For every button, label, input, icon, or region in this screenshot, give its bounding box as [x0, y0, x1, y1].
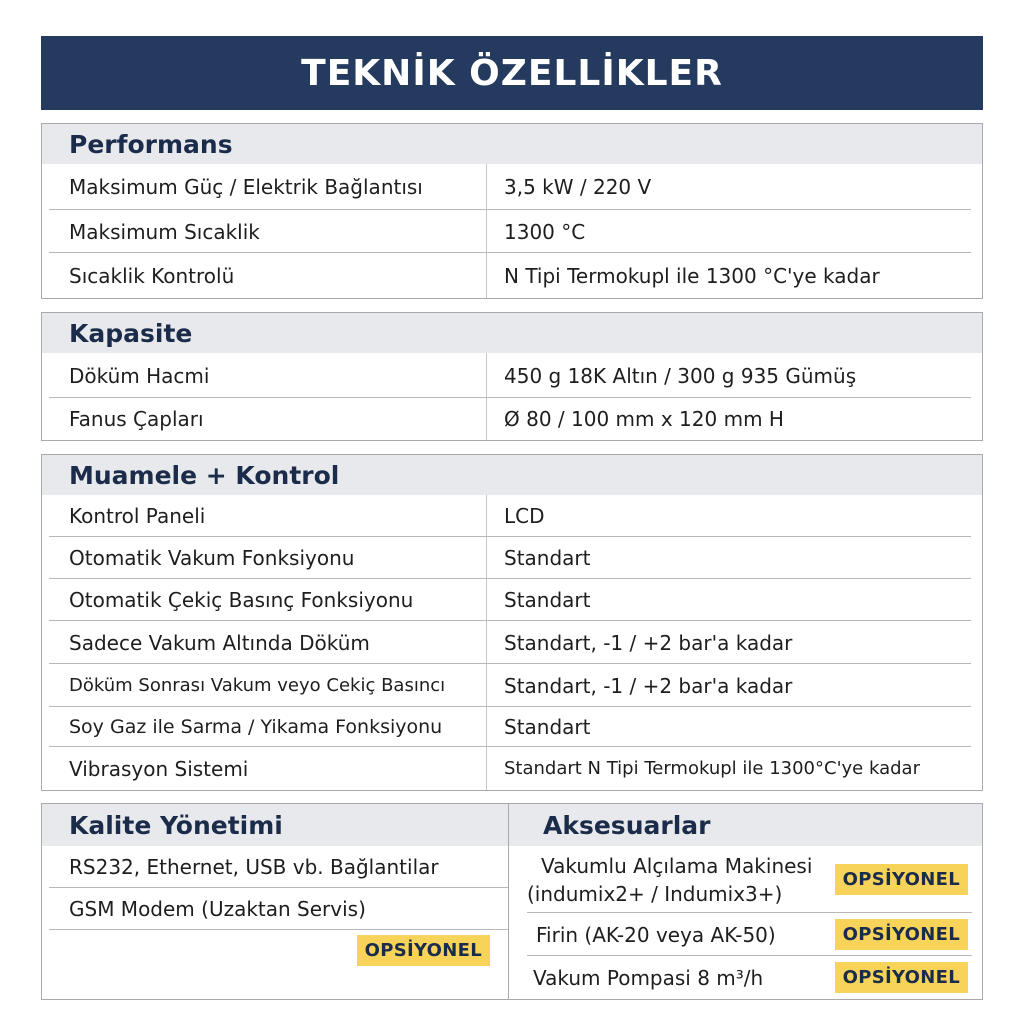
- spec-label: Sadece Vakum Altında Döküm: [69, 630, 370, 655]
- spec-row: [42, 495, 982, 537]
- spec-row: [42, 621, 982, 664]
- spec-label: Vibrasyon Sistemi: [69, 756, 249, 781]
- spec-label: Fanus Çapları: [69, 407, 204, 431]
- section-heading: Kapasite: [42, 313, 982, 353]
- spec-label: Döküm Sonrası Vakum veyo Cekiç Basıncı: [69, 675, 446, 696]
- bottom-panels: [41, 803, 983, 1000]
- spec-row: [42, 747, 982, 790]
- spec-row: [42, 707, 982, 747]
- accessory-name: Firin (AK-20 veya AK-50): [536, 922, 776, 947]
- spec-value: Standart N Tipi Termokupl ile 1300°C'ye kadar: [486, 747, 982, 790]
- section-performance: [41, 123, 983, 299]
- spec-value: Standart, -1 / +2 bar'a kadar: [486, 621, 982, 664]
- spec-row: [42, 579, 982, 621]
- quality-management-panel: [42, 804, 509, 999]
- accessory-name: Vakum Pompasi 8 m³/h: [533, 965, 764, 990]
- spec-value: Standart: [486, 707, 982, 747]
- section-heading: Performans: [42, 124, 982, 164]
- spec-row: [42, 164, 982, 210]
- spec-row: [42, 353, 982, 398]
- spec-value: 3,5 kW / 220 V: [486, 164, 982, 210]
- spec-value: 1300 °C: [486, 210, 982, 253]
- spec-row: [42, 664, 982, 707]
- accessory-item: [509, 913, 982, 956]
- spec-label: Kontrol Paneli: [69, 504, 206, 528]
- accessory-detail: (indumix2+ / Indumix3+): [527, 881, 783, 906]
- optional-badge: OPSİYONEL: [835, 962, 968, 993]
- spec-value: Standart, -1 / +2 bar'a kadar: [486, 664, 982, 707]
- section-handling-control: [41, 454, 983, 791]
- spec-label: Döküm Hacmi: [69, 363, 210, 388]
- section-capacity: [41, 312, 983, 441]
- spec-label: Maksimum Sıcaklik: [69, 219, 260, 244]
- optional-badge: OPSİYONEL: [835, 864, 968, 895]
- spec-label: Otomatik Çekiç Basınç Fonksiyonu: [69, 588, 414, 612]
- spec-value: N Tipi Termokupl ile 1300 °C'ye kadar: [486, 253, 982, 298]
- spec-row: [42, 537, 982, 579]
- accessory-item: [509, 956, 982, 999]
- spec-row: [42, 253, 982, 298]
- spec-label: Soy Gaz ile Sarma / Yikama Fonksiyonu: [69, 716, 443, 738]
- spec-row: [42, 398, 982, 440]
- spec-value: LCD: [486, 495, 982, 537]
- spec-label: Otomatik Vakum Fonksiyonu: [69, 546, 355, 570]
- accessories-heading: Aksesuarlar: [509, 804, 982, 846]
- spec-value: Ø 80 / 100 mm x 120 mm H: [486, 398, 982, 440]
- accessory-item: [509, 846, 982, 913]
- spec-value: Standart: [486, 579, 982, 621]
- spec-label: Maksimum Güç / Elektrik Bağlantısı: [69, 175, 423, 199]
- accessories-panel: [509, 804, 982, 999]
- optional-badge: OPSİYONEL: [357, 935, 490, 966]
- accessory-name: Vakumlu Alçılama Makinesi: [541, 853, 813, 878]
- spec-label: Sıcaklik Kontrolü: [69, 263, 235, 288]
- spec-value: 450 g 18K Altın / 300 g 935 Gümüş: [486, 353, 982, 398]
- quality-heading: Kalite Yönetimi: [42, 804, 508, 846]
- spec-row: [42, 210, 982, 253]
- section-heading: Muamele + Kontrol: [42, 455, 982, 495]
- optional-badge: OPSİYONEL: [835, 919, 968, 950]
- quality-item: GSM Modem (Uzaktan Servis): [42, 888, 508, 930]
- page-title: TEKNİK ÖZELLİKLER: [41, 36, 983, 110]
- spec-value: Standart: [486, 537, 982, 579]
- quality-item: RS232, Ethernet, USB vb. Bağlantilar: [42, 846, 508, 888]
